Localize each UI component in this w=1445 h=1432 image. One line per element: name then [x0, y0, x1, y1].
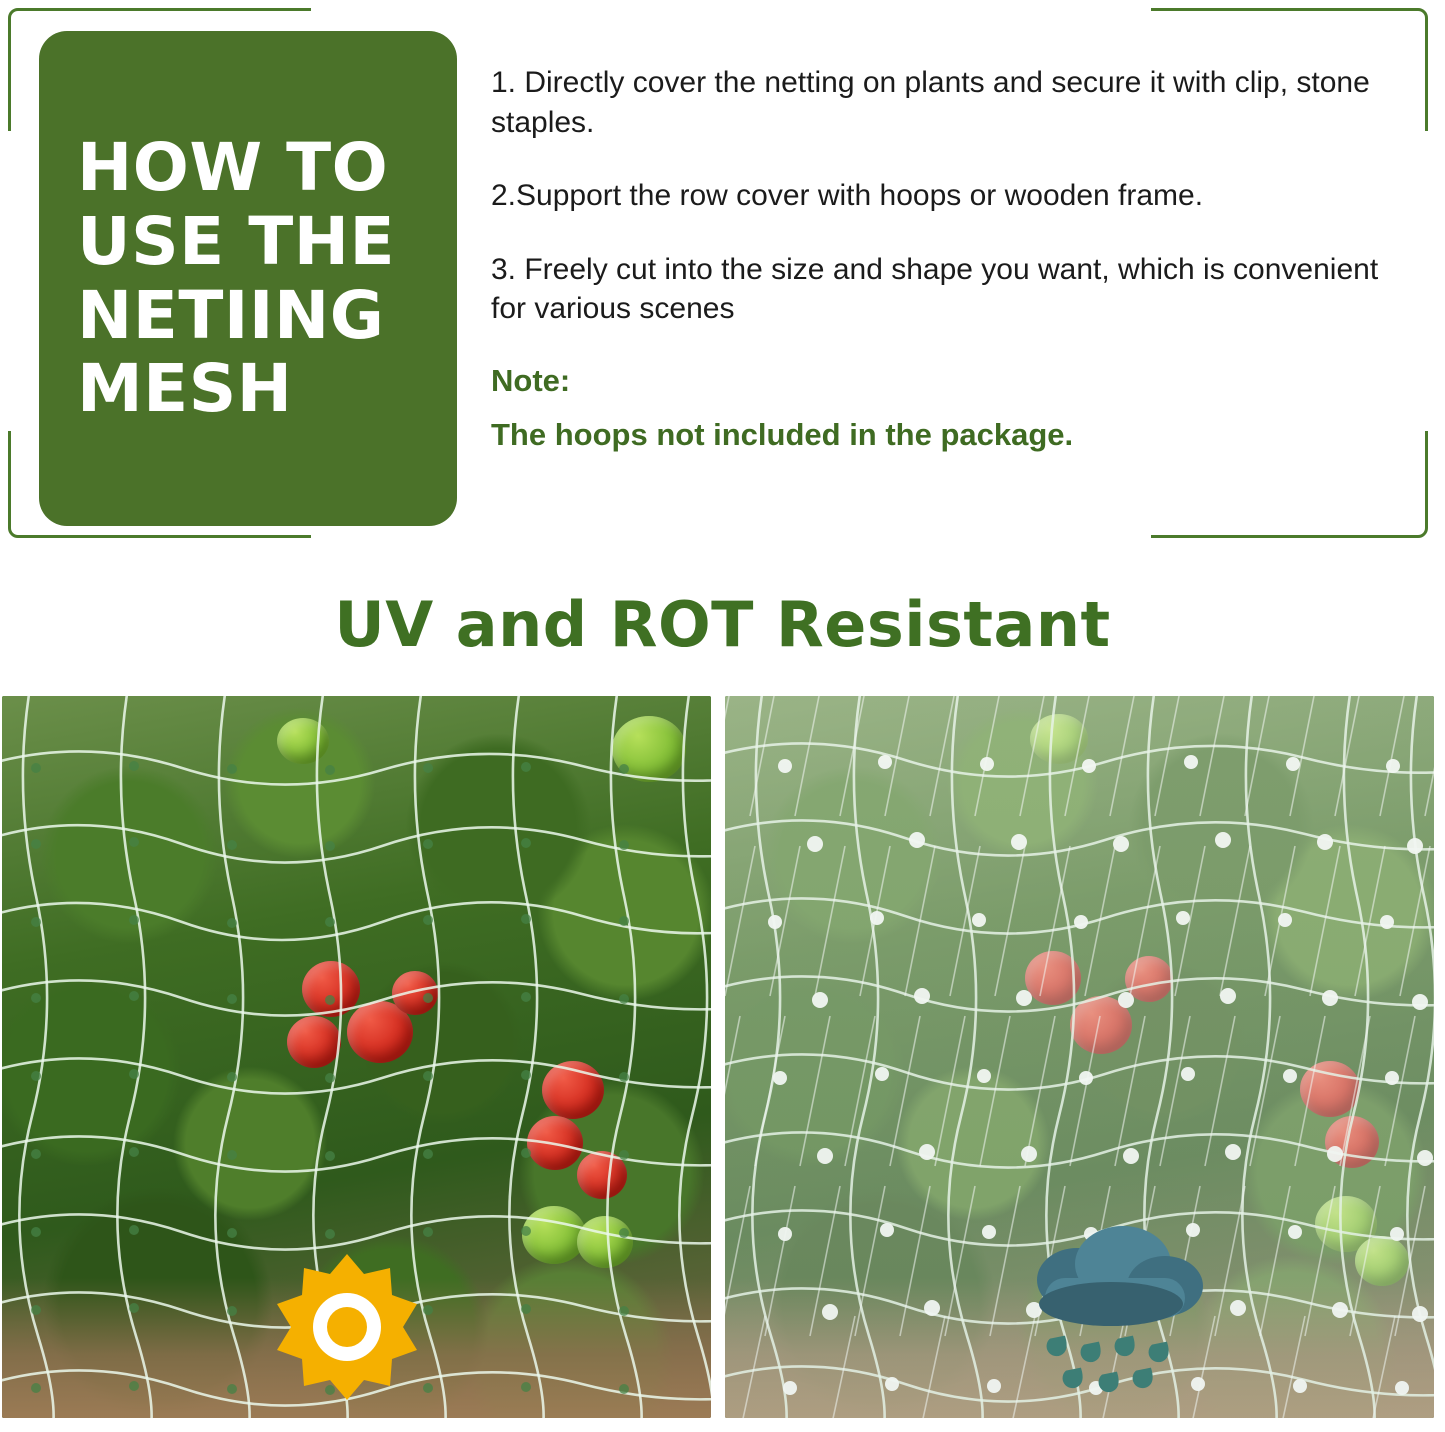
instruction-step: 2.Support the row cover with hoops or wooden frame. [491, 179, 1204, 213]
photo-rainy-netting [725, 696, 1434, 1418]
border-notch-left [5, 131, 17, 431]
instruction-panel [8, 8, 1428, 538]
instruction-step: 3. Freely cut into the size and shape you want, which is convenient for various scenes [491, 252, 1379, 326]
border-notch-right [1419, 131, 1431, 431]
photo-row [0, 696, 1445, 1424]
how-to-title-card [39, 31, 457, 526]
instruction-step: 1. Directly cover the netting on plants and secure it with clip, stone staples. [491, 66, 1370, 139]
note-text: The hoops not included in the package. [491, 416, 1074, 452]
rain-cloud-icon [1015, 1208, 1215, 1398]
instruction-steps [491, 63, 1401, 453]
note-label: Note: [491, 362, 571, 398]
section-headline: UV and ROT Resistant [334, 588, 1111, 661]
photo-sunny-netting [2, 696, 711, 1418]
border-notch-bottom [311, 529, 1151, 541]
border-notch-top [311, 5, 1151, 17]
how-to-title: HOW TO USE THE NETIING MESH [77, 128, 396, 428]
sun-icon [272, 1252, 422, 1402]
